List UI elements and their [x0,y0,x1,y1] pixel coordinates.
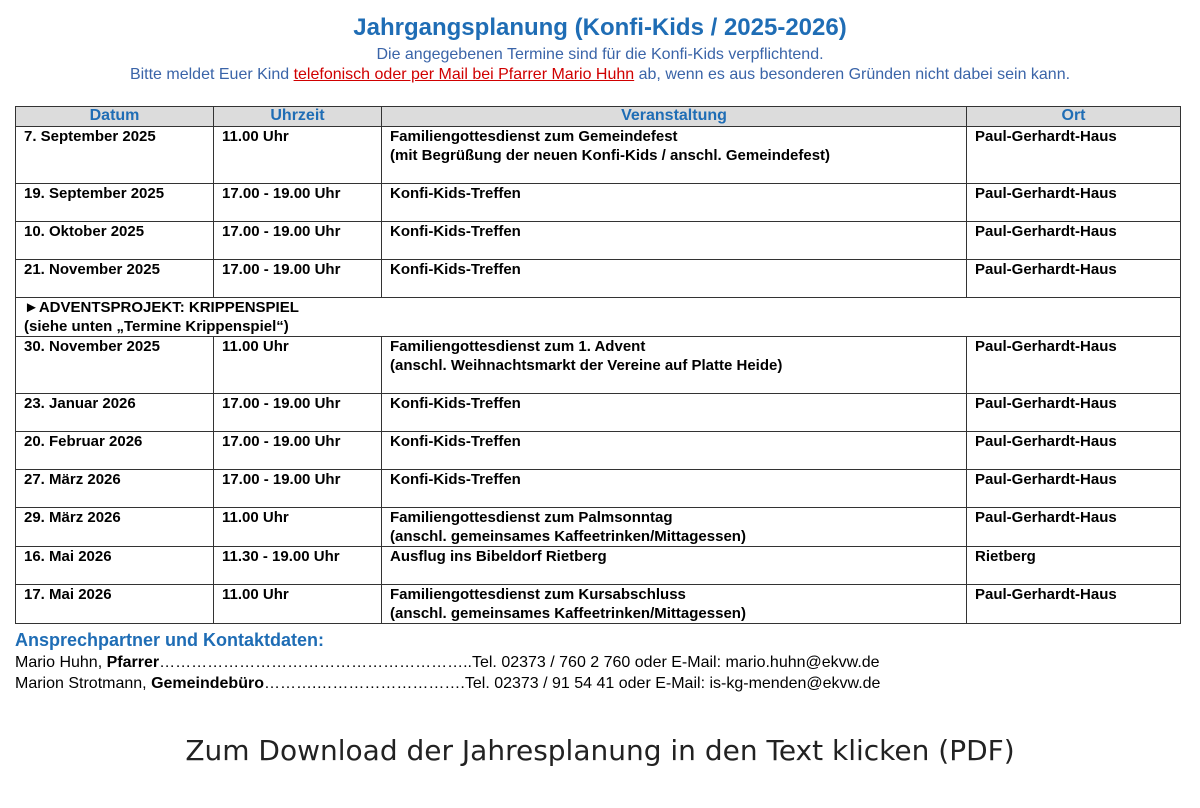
special-row-adventsprojekt [16,298,1181,337]
cell-datum: 16. Mai 2026 [16,547,214,585]
cell-datum: 20. Februar 2026 [16,432,214,470]
table-row [16,432,1181,470]
cell-datum: 30. November 2025 [16,337,214,394]
header-ort: Ort [967,107,1181,127]
cell-uhrzeit: 11.30 - 19.00 Uhr [214,547,382,585]
table-row [16,547,1181,585]
cell-uhrzeit: 17.00 - 19.00 Uhr [214,222,382,260]
cell-datum: 29. März 2026 [16,508,214,547]
cell-ort: Paul-Gerhardt-Haus [967,394,1181,432]
cell-ort: Paul-Gerhardt-Haus [967,260,1181,298]
event-note: (anschl. Weihnachtsmarkt der Vereine auf Platte Heide) [390,357,783,374]
table-row [16,470,1181,508]
cell-veranstaltung [382,508,967,547]
cell-datum: 19. September 2025 [16,184,214,222]
cell-uhrzeit: 17.00 - 19.00 Uhr [214,470,382,508]
cell-veranstaltung: Konfi-Kids-Treffen [382,394,967,432]
contact-role: Pfarrer [106,654,160,671]
cell-datum: 27. März 2026 [16,470,214,508]
contact-gemeindebuero [15,675,880,693]
notice-contact-link[interactable]: telefonisch oder per Mail bei Pfarrer Mario Huhn [293,66,635,83]
cell-uhrzeit: 11.00 Uhr [214,337,382,394]
notice-pre: Bitte meldet Euer Kind [129,66,294,83]
table-row [16,127,1181,184]
cell-uhrzeit: 11.00 Uhr [214,127,382,184]
event-title: Familiengottesdienst zum Kursabschluss [390,586,686,603]
cell-uhrzeit: 17.00 - 19.00 Uhr [214,394,382,432]
contacts-heading: Ansprechpartner und Kontaktdaten: [15,630,325,650]
cell-ort: Paul-Gerhardt-Haus [967,432,1181,470]
cell-ort: Paul-Gerhardt-Haus [967,585,1181,624]
cell-ort: Paul-Gerhardt-Haus [967,222,1181,260]
cell-uhrzeit: 17.00 - 19.00 Uhr [214,432,382,470]
contact-details: ……….……………………….Tel. 02373 / 91 54 41 oder E-Mail: is-kg-menden@ekvw.de [263,675,881,692]
subtitle-notice [0,66,1200,84]
cell-veranstaltung: Konfi-Kids-Treffen [382,260,967,298]
cell-datum: 7. September 2025 [16,127,214,184]
table-row [16,394,1181,432]
cell-uhrzeit: 11.00 Uhr [214,508,382,547]
cell-datum: 17. Mai 2026 [16,585,214,624]
contact-role: Gemeindebüro [151,675,264,692]
cell-datum: 21. November 2025 [16,260,214,298]
cell-uhrzeit: 11.00 Uhr [214,585,382,624]
cell-veranstaltung: Konfi-Kids-Treffen [382,222,967,260]
event-note: (mit Begrüßung der neuen Konfi-Kids / anschl. Gemeindefest) [390,147,831,164]
cell-adventsprojekt [16,298,1181,337]
page-title: Jahrgangsplanung (Konfi-Kids / 2025-2026) [353,14,847,41]
cell-uhrzeit: 17.00 - 19.00 Uhr [214,260,382,298]
cell-veranstaltung [382,337,967,394]
table-row [16,585,1181,624]
event-note: (anschl. gemeinsames Kaffeetrinken/Mittagessen) [390,528,746,545]
notice-post: ab, wenn es aus besonderen Gründen nicht dabei sein kann. [634,66,1071,83]
event-title: Familiengottesdienst zum 1. Advent [390,338,646,355]
header-uhrzeit: Uhrzeit [214,107,382,127]
cell-ort: Paul-Gerhardt-Haus [967,470,1181,508]
cell-veranstaltung [382,585,967,624]
cell-veranstaltung: Konfi-Kids-Treffen [382,184,967,222]
download-pdf-link[interactable]: Zum Download der Jahresplanung in den Text klicken (PDF) [185,734,1015,767]
cell-veranstaltung [382,127,967,184]
event-title: Familiengottesdienst zum Palmsonntag [390,509,673,526]
header-veranstaltung: Veranstaltung [382,107,967,127]
adventsprojekt-note: (siehe unten „Termine Krippenspiel“) [24,318,289,335]
table-row [16,508,1181,547]
cell-veranstaltung: Ausflug ins Bibeldorf Rietberg [382,547,967,585]
adventsprojekt-title: ►ADVENTSPROJEKT: KRIPPENSPIEL [24,299,299,316]
contact-name: Mario Huhn, [15,654,107,671]
header-datum: Datum [16,107,214,127]
contact-details: …………………………………………………..Tel. 02373 / 760 2 760 oder E-Mail: mario.huhn@ekvw.de [159,654,880,671]
cell-ort: Paul-Gerhardt-Haus [967,508,1181,547]
cell-uhrzeit: 17.00 - 19.00 Uhr [214,184,382,222]
cell-ort: Paul-Gerhardt-Haus [967,184,1181,222]
table-row [16,184,1181,222]
contact-name: Marion Strotmann, [15,675,152,692]
contact-pfarrer [15,654,880,672]
subtitle-obligation: Die angegebenen Termine sind für die Konfi-Kids verpflichtend. [376,46,824,63]
event-note: (anschl. gemeinsames Kaffeetrinken/Mittagessen) [390,605,746,622]
table-row [16,222,1181,260]
cell-ort: Rietberg [967,547,1181,585]
cell-ort: Paul-Gerhardt-Haus [967,337,1181,394]
cell-datum: 10. Oktober 2025 [16,222,214,260]
table-row [16,260,1181,298]
schedule-table [15,106,1181,624]
cell-datum: 23. Januar 2026 [16,394,214,432]
event-title: Familiengottesdienst zum Gemeindefest [390,128,678,145]
table-row [16,337,1181,394]
cell-veranstaltung: Konfi-Kids-Treffen [382,470,967,508]
table-header-row [16,107,1181,127]
cell-ort: Paul-Gerhardt-Haus [967,127,1181,184]
cell-veranstaltung: Konfi-Kids-Treffen [382,432,967,470]
